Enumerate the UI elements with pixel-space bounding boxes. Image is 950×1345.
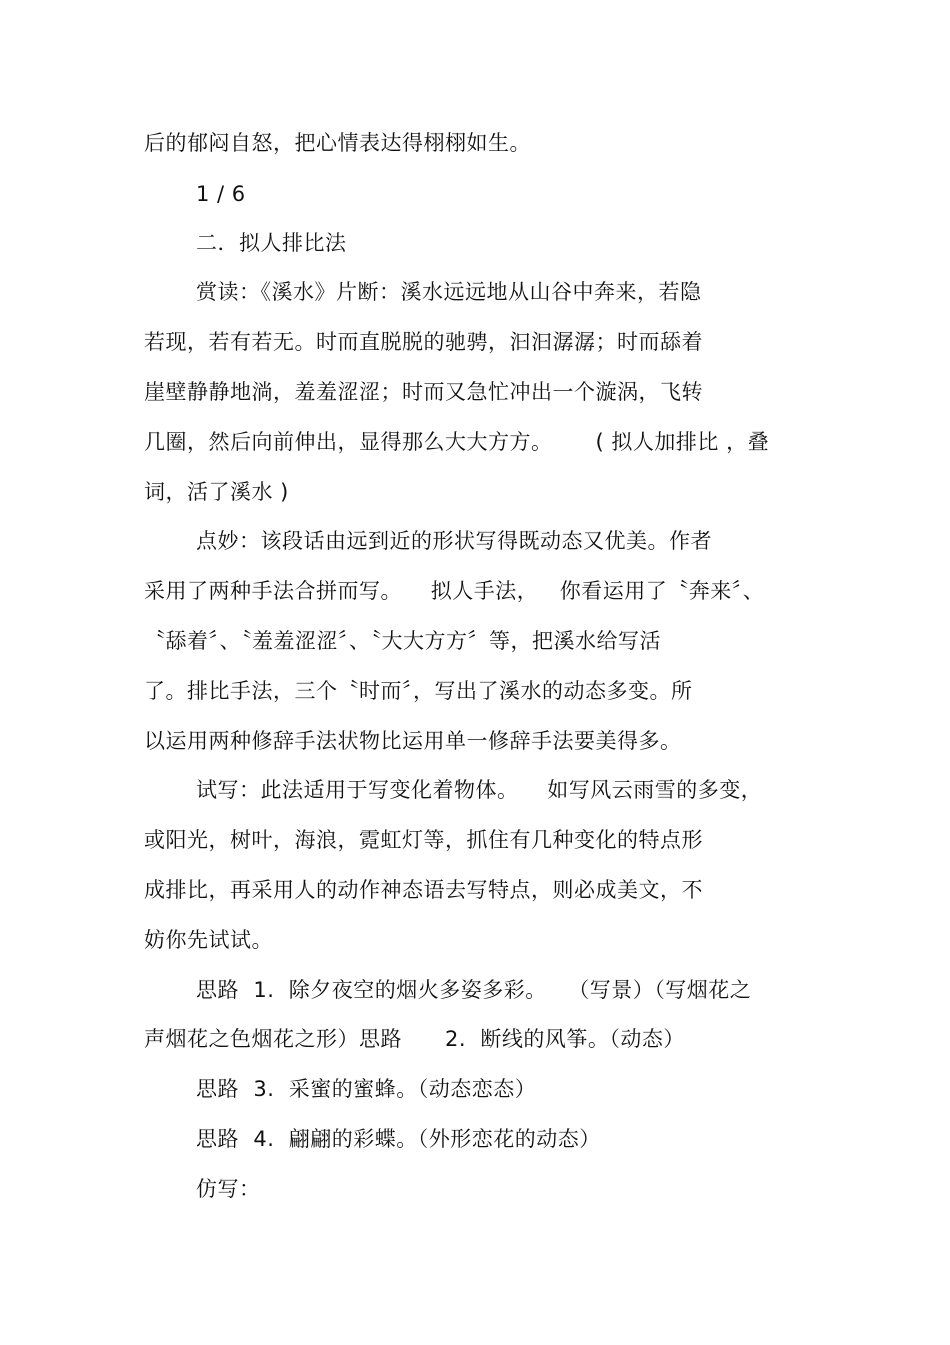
paragraph-line: 点妙：该段话由远到近的形状写得既动态又优美。作者 <box>196 529 712 553</box>
paragraph-line: 成排比，再采用人的动作神态语去写特点，则必成美文，不 <box>144 878 703 902</box>
paragraph-line: 词，活了溪水 ) <box>144 480 289 504</box>
paragraph-line: 或阳光，树叶，海浪，霓虹灯等，抓住有几种变化的特点形 <box>144 828 703 852</box>
paragraph-line: 仿写： <box>196 1177 261 1201</box>
paragraph-line: 若现，若有若无。时而直脱脱的驰骋，汩汩潺潺；时而舔着 <box>144 330 703 354</box>
paragraph-line: 以运用两种修辞手法状物比运用单一修辞手法要美得多。 <box>144 729 682 753</box>
paragraph-line: 赏读：《溪水》片断：溪水远远地从山谷中奔来，若隐 <box>196 280 702 304</box>
paragraph-line: 崖壁静静地淌，羞羞涩涩；时而又急忙冲出一个漩涡，飞转 <box>144 380 703 404</box>
page-number: 1 / 6 <box>196 182 246 206</box>
paragraph-line: 思路 4. 翩翩的彩蝶。（外形恋花的动态） <box>196 1127 601 1151</box>
paragraph-line: 〝舔着〞、〝羞羞涩涩〞、〝大大方方〞等，把溪水给写活 <box>144 629 661 653</box>
paragraph-line: 采用了两种手法合拼而写。 拟人手法， 你看运用了〝奔来〞、 <box>144 579 765 603</box>
paragraph-line: 试写：此法适用于写变化着物体。 如写风云雨雪的多变， <box>196 778 763 802</box>
paragraph-line: 思路 3. 采蜜的蜜蜂。（动态恋态） <box>196 1077 537 1101</box>
section-heading: 二．拟人排比法 <box>196 231 347 255</box>
paragraph-line: 妨你先试试。 <box>144 928 273 952</box>
paragraph-line: 声烟花之色烟花之形）思路 2. 断线的风筝。（动态） <box>144 1027 685 1051</box>
paragraph-line: 思路 1. 除夕夜空的烟火多姿多彩。 （写景）（写烟花之 <box>196 978 752 1002</box>
paragraph-line: 了。排比手法，三个〝时而〞，写出了溪水的动态多变。所 <box>144 679 693 703</box>
paragraph-line: 后的郁闷自怒，把心情表达得栩栩如生。 <box>144 131 531 155</box>
paragraph-line: 几圈，然后向前伸出，显得那么大大方方。 ( 拟人加排比 ，叠 <box>144 430 770 454</box>
